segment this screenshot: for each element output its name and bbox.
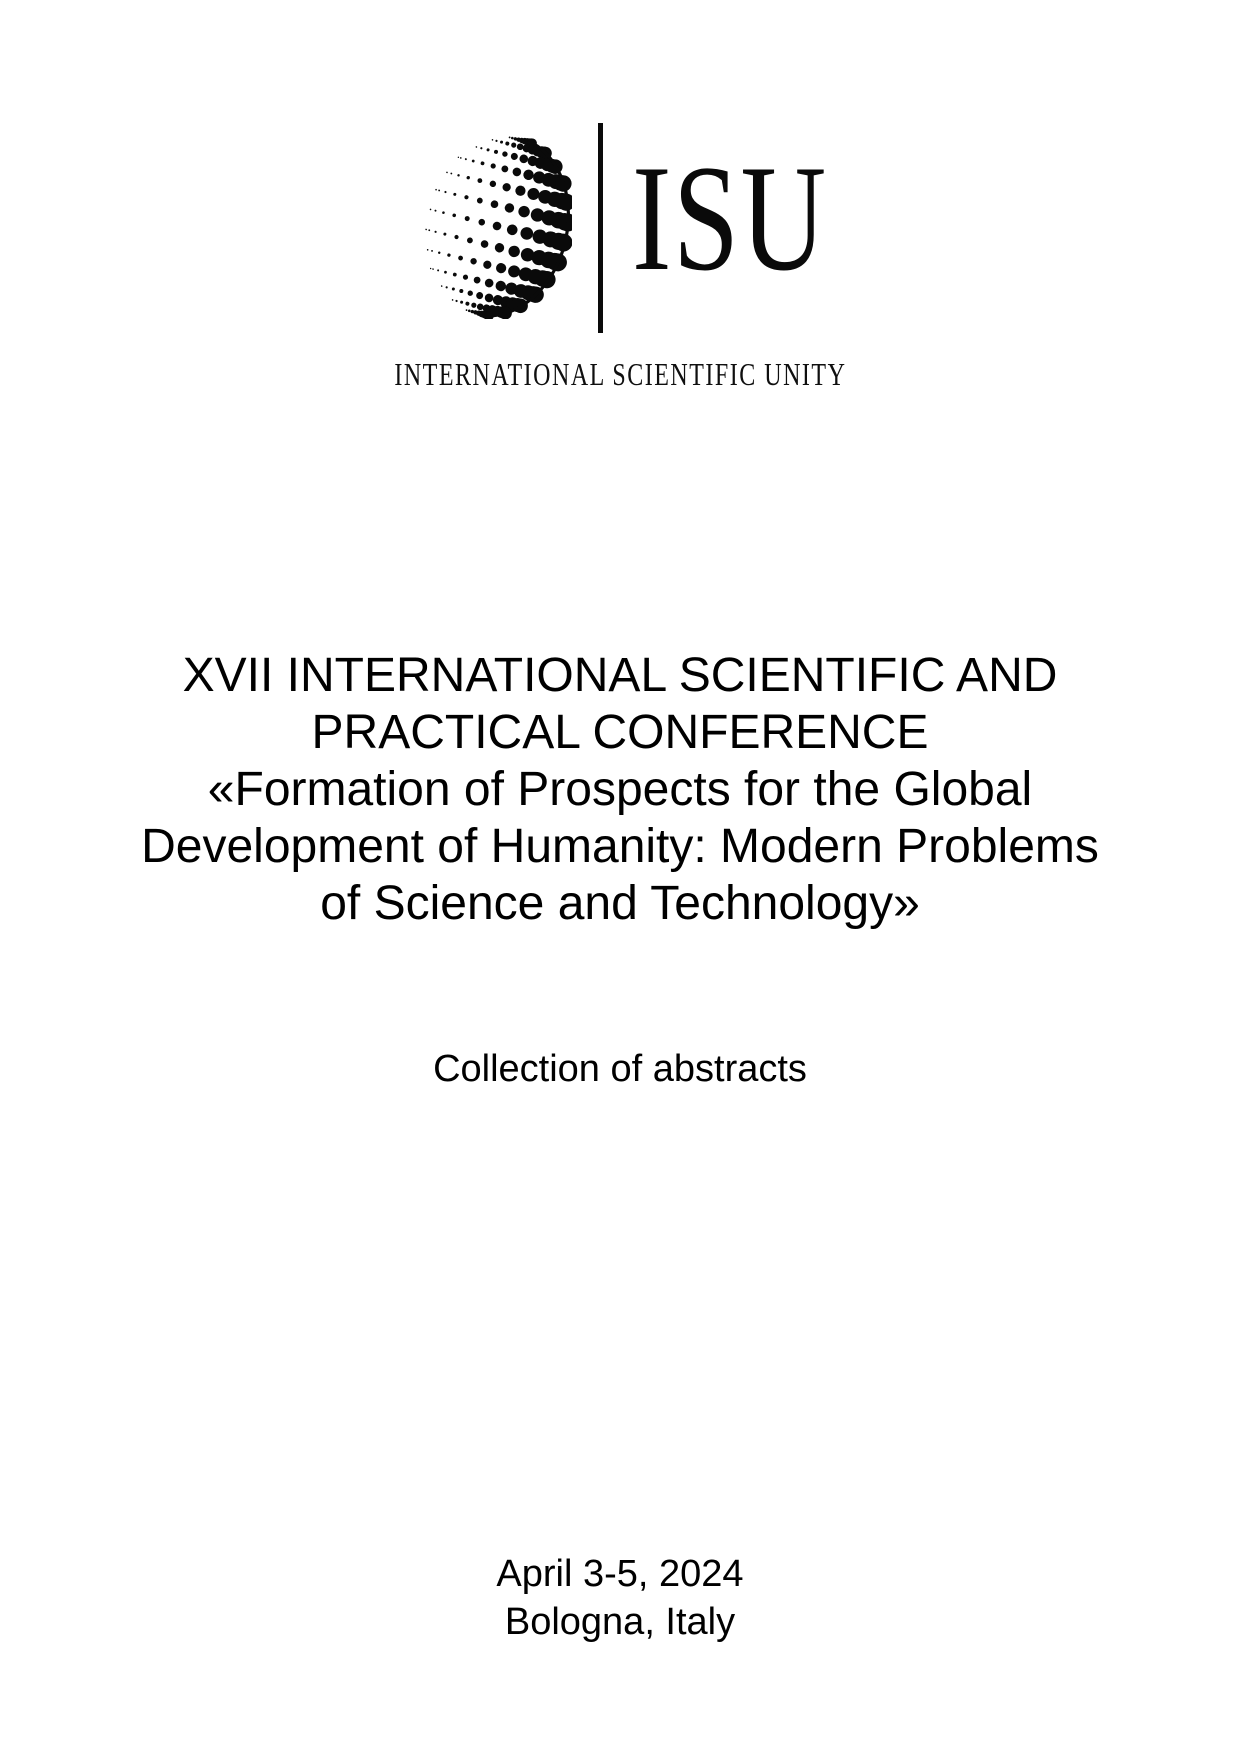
- event-block: [0, 1550, 1240, 1646]
- event-dates: April 3-5, 2024: [496, 1553, 744, 1595]
- title-line-1: XVII INTERNATIONAL SCIENTIFIC AND: [182, 649, 1058, 702]
- logo-abbr: ISU: [632, 134, 828, 302]
- title-line-3: «Formation of Prospects for the Global: [207, 763, 1033, 816]
- conference-title: [0, 647, 1240, 932]
- event-location: Bologna, Italy: [504, 1601, 736, 1643]
- title-line-5: of Science and Technology»: [320, 877, 920, 930]
- title-line-2: PRACTICAL CONFERENCE: [311, 706, 929, 759]
- logo-tagline: INTERNATIONAL SCIENTIFIC UNITY: [393, 356, 847, 392]
- isu-globe-icon: [422, 133, 572, 319]
- subtitle: Collection of abstracts: [433, 1048, 807, 1090]
- logo-divider: [598, 123, 603, 333]
- title-line-4: Development of Humanity: Modern Problems: [141, 820, 1099, 873]
- logo-tagline-row: [0, 355, 1240, 393]
